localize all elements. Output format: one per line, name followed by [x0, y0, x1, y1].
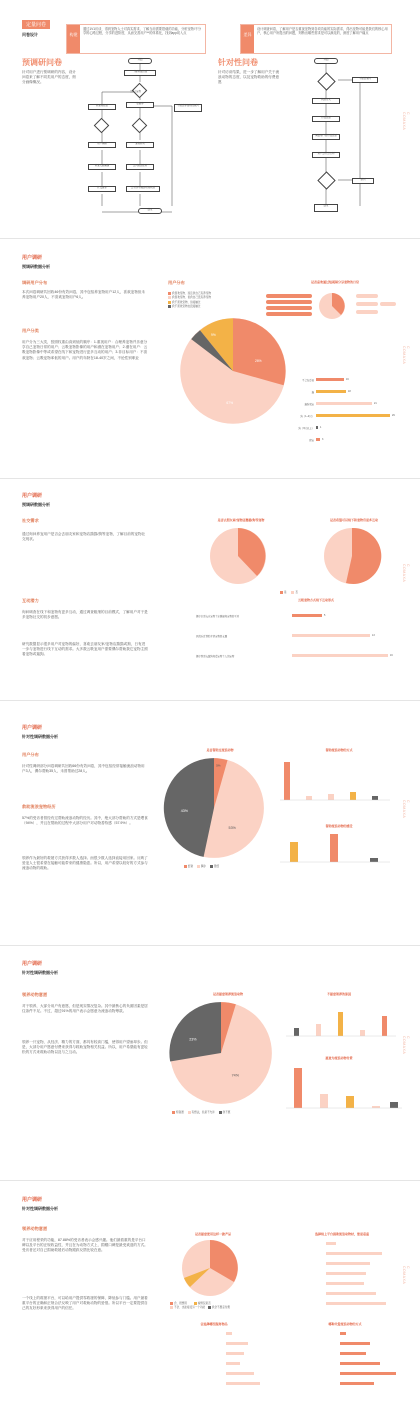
section2-pie-chart	[178, 316, 288, 426]
s6-bar1-5	[326, 1292, 376, 1295]
section5-bar1-title: 不愿意领养的原因	[326, 992, 351, 996]
s3-bar-label-2: 偶尔帮朋友遛狗和看宠物主人的宠物	[196, 655, 235, 658]
divider-1	[0, 238, 420, 239]
section2-para2: 用户分为三大类，按照权重由高到低的顺序：1.重视用户：合理养宠物并乐意分享自己宠物日常的用户；云吸宠物影像的用户和潜在宠物用户；2.潜在用户：云吸宠物影像中等或希望在线下和宠物进行更多互动的用户；3.非目标用户：不喜欢宠物；云吸宠物率低的用户。用户的年龄在18-40岁之间，不论性别职业	[22, 340, 148, 360]
section4-sub2: 救助流浪宠物经历	[22, 804, 56, 809]
section3-sub2: 互动潜力	[22, 598, 39, 603]
section-product	[0, 1196, 420, 1420]
section6-pie-legend	[170, 1302, 256, 1310]
flow-left-b1: 养宠物数量	[88, 104, 116, 110]
section2-subtitle: 预调研数据分析	[22, 264, 50, 269]
flow-right-b1: 不愿意原因	[352, 77, 378, 83]
flow-left-b5: 宠物养育	[126, 142, 154, 148]
legend-yes: 是	[280, 591, 287, 594]
section6-title: 用户调研	[22, 1197, 43, 1203]
section6-para1: 对于应用程采的功能，87.88%的受访者表示会感兴趣。他们最看重的是平台口碑以及平台的正规收益性，并且在为动物方式上，捐赠口碑是最受欢迎的方式。受访者还对自己捐助救援后动物跟踪反馈比较在意。	[22, 1238, 148, 1253]
flow-left-b8: 社交需求	[88, 186, 116, 192]
section2-para1: 本次问卷调研共回收46份有效问卷，其中包括养宠物用户12人，喜欢宠物但未养宠物用户20人，不喜欢宠物用户6人。	[22, 290, 145, 300]
s6-bar1-1	[326, 1252, 382, 1255]
questionnaire-design-label: 问卷设计	[22, 32, 38, 37]
section5-title: 用户调研	[22, 961, 43, 967]
flow-right-end: 结束	[314, 204, 338, 212]
pill-6	[356, 302, 378, 306]
section4-para2: 57%的受访者曾经有过帮助流浪动物的经历。其中，绝大部分帮助的方式是喂食（94%），并且在帮助的过程中大部分用户对动物善待感（57.9%）。	[22, 816, 148, 826]
section3-pie2	[322, 526, 382, 586]
legend6-1: 会、很想用 看情况是否	[170, 1302, 256, 1306]
section4-pie	[162, 756, 266, 860]
divider-5	[0, 1180, 420, 1181]
section2-sub2: 用户分类	[22, 328, 39, 333]
s6-bar1-4	[326, 1282, 364, 1285]
label-target-survey: 针对性问卷	[218, 58, 258, 67]
section6-pie-title: 是否愿意使用这样一款产品	[194, 1232, 231, 1236]
svg-text:53%: 53%	[228, 825, 236, 830]
section6-bar1-title: 选择线上平台捐助流浪动物时，您更看重	[314, 1232, 369, 1236]
flow-left-d1-label: 是否有宠物	[130, 91, 141, 93]
svg-text:43%: 43%	[180, 809, 188, 814]
note-corner-diff: 差异	[241, 25, 254, 53]
s2-bar-label-0: 不会在意他	[302, 379, 314, 382]
svg-text:23%: 23%	[189, 1037, 197, 1042]
flow-left-b3: 想要养	[126, 102, 154, 108]
section3-para2: 询问调查在线下和宠物有更多互动，通过调查粗细的目前模式，了解用户对于是多宠物社交的初步意愿。	[22, 610, 148, 620]
section2-right-title: 是否喜欢通过短视频分享宠物的日常	[310, 280, 359, 284]
section4-pie-legend	[184, 864, 219, 868]
section3-pie2-title: 是否希望可以线下和宠物有更多互动	[329, 518, 378, 522]
s3-bar-val-1: 13	[372, 634, 375, 637]
section4-title: 用户调研	[22, 725, 43, 731]
svg-text:5%: 5%	[216, 763, 221, 768]
legend-sometimes: 偶尔	[197, 865, 206, 868]
s6-bar3-2	[340, 1352, 366, 1355]
section-questionnaire	[0, 0, 420, 228]
section2-title: 用户调研	[22, 255, 43, 261]
svg-text:67%: 67%	[226, 401, 234, 405]
flow-left-b6: 养宠人群画像	[88, 164, 116, 170]
s6-bar2-2	[226, 1352, 244, 1355]
s6-bar1-2	[326, 1262, 370, 1265]
section4-subtitle: 针对性调研数据分析	[22, 734, 58, 739]
legend-item-1: 我喜欢宠物、而且我自己有养宠物	[168, 292, 248, 296]
section-pre-distribution	[0, 250, 420, 480]
section3-subtitle: 预调研数据分析	[22, 502, 50, 507]
watermark-1: C COMAXA	[402, 112, 410, 131]
s2-bar-label-4: 狗（3只以上）	[298, 427, 314, 430]
flow-right-b2: 救助方式	[312, 98, 340, 104]
s6-bar3-3	[340, 1362, 380, 1365]
pill-1	[266, 294, 312, 298]
s2-bar-val-0: 16	[346, 378, 349, 381]
s6-bar2-1	[226, 1342, 248, 1345]
pill-2	[266, 300, 312, 304]
label-pre-survey: 预调研问卷	[22, 58, 62, 67]
note-box-diff	[240, 24, 392, 54]
section2-sub1: 调研用户分布	[22, 280, 48, 285]
s6-bar1-3	[326, 1272, 366, 1275]
section2-mini-pie	[318, 292, 346, 320]
section6-pie	[180, 1238, 240, 1298]
section5-subtitle: 针对性调研数据分析	[22, 970, 58, 975]
svg-text:26%: 26%	[255, 359, 262, 364]
divider-3	[0, 700, 420, 701]
watermark-5: C COMAXA	[402, 1036, 410, 1055]
section5-pie-title: 是否愿意领养流浪动物	[212, 992, 243, 996]
flow-left-start: 开始	[128, 58, 152, 64]
legend-unwilling: 我不愿	[219, 1111, 231, 1114]
legend-often: 经常	[184, 865, 193, 868]
s6-bar3-1	[340, 1342, 370, 1345]
section4-sub1: 用户分布	[22, 752, 39, 757]
section5-pie-legend	[172, 1110, 230, 1114]
section5-para2: 领养一只宠物，从经济、精力的方面，都具有较高门槛，使得用户望而却步。但是，大部分用户愿意付费来获得与救助宠物相关权益。所以，用户希望能有更轻松的方式来救助动物以及与之互动。	[22, 1040, 148, 1055]
flow-right-b6: 用户是什么心理	[312, 152, 340, 158]
note-corner-build: 构建	[67, 25, 80, 53]
section6-subtitle: 针对性调研数据分析	[22, 1206, 58, 1211]
pill-7	[356, 310, 378, 314]
section3-pie-legend	[280, 590, 298, 594]
section4-bar2-chart	[280, 832, 400, 868]
s2-bar-val-4: 1	[320, 426, 322, 429]
legend-item-4: 我不喜欢宠物也没接触过	[168, 305, 248, 309]
s2-bar-2	[316, 402, 372, 405]
tag-quantitative: 定量问卷	[22, 20, 50, 29]
s2-bar-4	[316, 426, 318, 429]
section4-para3: 领养作为最好的救援方式获得多数人选择。而很少数人选择直接用回家。反映了爱宠人士很希望在接触可能带来的健康隐患。所以，用户希望以较好的方式参与流浪动物的救助。	[22, 856, 148, 871]
note-text-diff: 设计调查问卷，了解用户是否重视宠物到各项功能的实际需求，得出宠物可能是我们的核心用户，核心用户所提出的问题，判断出哪些需求是可以满足的，深度了解用户痛点	[257, 27, 388, 36]
legend-ever: 曾经	[210, 865, 219, 868]
s3-bar-label-0: 偶尔去朋友家宠物主家撸猫和宠物的互动	[196, 615, 240, 618]
section3-sub1: 社交需求	[22, 518, 39, 523]
s2-bar-val-3: 29	[392, 414, 395, 417]
note-text-build: 通过1V1访谈、得到宠物人士对真实需求，了解当前需要搭载的功能，分析宠物/不分享的心路过程，分享的进阶度，从而完善用户**的体系化，找到app切入点	[83, 27, 202, 36]
section4-bar2-title: 帮助流浪动物的感受	[325, 824, 353, 828]
s3-bar-val-0: 5	[324, 614, 326, 617]
s6-bar2-4	[226, 1372, 254, 1375]
s6-bar3-5	[340, 1382, 374, 1385]
s2-bar-5	[316, 438, 320, 441]
flow-left-q1: 了解养宠情况	[124, 70, 156, 76]
flow-right-start: 开始	[314, 58, 338, 64]
s2-bar-label-3: 狗（1~2只）	[300, 415, 314, 418]
s3-bar-1	[292, 634, 370, 637]
flow-right-b5: 原因	[352, 178, 374, 184]
watermark-4: C COMAXA	[402, 800, 410, 819]
svg-text:74%: 74%	[231, 1073, 239, 1078]
s2-bar-val-5: 3	[322, 438, 324, 441]
section3-pie1-title: 是否去朋友家/宠物店撸猫/狗等宠物	[217, 518, 265, 522]
pill-4	[266, 312, 312, 316]
s6-bar1-6	[326, 1302, 386, 1305]
watermark-2: C COMAXA	[402, 346, 410, 365]
divider-4	[0, 945, 420, 946]
flow-left-b9: 不愿意养宠物的原因	[174, 104, 202, 112]
section-rescue	[0, 720, 420, 930]
s6-bar2-5	[226, 1382, 260, 1385]
section6-bar2-title: 会选择哪些服务物品	[200, 1322, 228, 1326]
section4-pie-title: 是否帮助过流浪动物	[206, 748, 234, 752]
legend-eager: 特别愿	[172, 1111, 184, 1114]
flow-left-b7: 是否愿意使用	[126, 164, 154, 170]
flowchart-right-lines	[290, 56, 390, 236]
section3-title: 用户调研	[22, 493, 43, 499]
section6-para2: 一个线上的救援平台，可以给用户提供零救援的保障，降低参与门槛。用户最看重平台的正确和正规合法反映了用户对救助动物的爱惜。所以平台一定要提供自己的友好形象来获得用户的信任。	[22, 1296, 148, 1311]
section3-pie1	[208, 526, 268, 586]
section5-bar2-chart	[286, 1064, 406, 1114]
section-social	[0, 488, 420, 698]
section2-pie-legend	[168, 292, 248, 310]
watermark-3: C COMAXA	[402, 564, 410, 583]
s3-bar-label-1: 我很乐意帮助介绍宠物朋友圈	[196, 635, 228, 638]
legend-item-2: 我喜欢宠物、但我自己没有养宠物	[168, 296, 248, 300]
flow-left-b10: 是否参与流浪动物救助	[126, 186, 160, 192]
watermark-6: C COMAXA	[402, 1266, 410, 1285]
section6-sub1: 领养动物意愿	[22, 1226, 48, 1231]
target-survey-desc: 针对访谈结果，进一步了解用户关于流浪动物的态度，以及宠物救助的付费意愿	[218, 70, 280, 85]
s3-bar-2	[292, 654, 388, 657]
section5-para1: 对于领养，大部分用户有意愿，但是现实情况复杂。其中最核心的负面因素是居住条件不足。不过，超过91%的用户表示会愿意为流浪动物筹款。	[22, 1004, 148, 1014]
section4-para1: 针对性调研部分问卷调研共回收66份有效问卷，其中包括经常接触流浪动物用户3人，偶尔帮助35人，未曾帮助过28人。	[22, 764, 145, 774]
legend-considering: 有想法，但是不允许	[188, 1111, 215, 1114]
s2-bar-val-2: 21	[374, 402, 377, 405]
pill-5	[356, 294, 378, 298]
section5-bar2-title: 愿意为流浪动物付费	[325, 1056, 353, 1060]
s2-bar-label-1: 猫	[311, 391, 314, 394]
section5-bar1-chart	[286, 1000, 406, 1040]
s2-bar-1	[316, 390, 346, 393]
pill-8	[380, 302, 396, 306]
s6-bar2-3	[226, 1362, 240, 1365]
section4-bar1-title: 帮助流浪动物的方式	[325, 748, 353, 752]
s3-bar-0	[292, 614, 322, 617]
section3-bar-title: 云吸宠物方式线下互动形式	[297, 598, 334, 602]
legend-no: 否	[291, 591, 298, 594]
flow-left-end: 结束	[138, 208, 162, 214]
s2-bar-0	[316, 378, 344, 381]
s6-bar3-0	[340, 1332, 346, 1335]
note-box-build	[66, 24, 206, 54]
flow-left-b4: 用户调研	[88, 142, 116, 148]
section2-pie-title: 用户分布	[168, 280, 185, 285]
section6-bar3-title: 哪种关爱流浪动物的方式	[328, 1322, 362, 1326]
s2-bar-val-1: 18	[348, 390, 351, 393]
s2-bar-label-5: 爬宠	[309, 439, 314, 442]
flow-right-b3: 付费意愿	[312, 116, 340, 122]
s3-bar-val-2: 16	[390, 654, 393, 657]
s2-bar-3	[316, 414, 390, 417]
section4-bar1-chart	[280, 758, 400, 810]
section3-para1: 通过询问养宠用户是否会去朋友家和宠物店撸猫/狗等宠物，了解目前的宠物社交现状。	[22, 532, 146, 542]
divider-2	[0, 478, 420, 479]
legend6-2: 不会、也能接受另一个功能 我会不愿意付费	[170, 1306, 256, 1310]
section5-pie	[168, 1000, 274, 1106]
section-adoption	[0, 960, 420, 1160]
s6-bar1-0	[326, 1242, 336, 1245]
section3-para3: 研究数据显示很多用户对宠物的偏好，喜欢去朋友家/宠物店撸猫或狗，日有进一步与宠物进行线下互动的需求。大多数云吸宠用户需要偶尔帮助我它宠物主照看宠物或遛狗。	[22, 642, 148, 657]
svg-text:9%: 9%	[211, 332, 216, 337]
flow-right-b4: 调查用户的付费意愿	[312, 134, 340, 140]
section5-sub1: 领养动物意愿	[22, 992, 48, 997]
s6-bar2-0	[226, 1332, 232, 1335]
pre-survey-desc: 针对用户进行预调研的内容，设计问卷来了解不同类用户的态度，细分画像概况。	[22, 70, 76, 85]
s2-bar-label-2: 猫狗双宠	[304, 403, 314, 406]
s6-bar3-4	[340, 1372, 396, 1375]
legend-item-3: 我不喜欢宠物、但接触过	[168, 301, 248, 305]
pill-3	[266, 306, 312, 310]
